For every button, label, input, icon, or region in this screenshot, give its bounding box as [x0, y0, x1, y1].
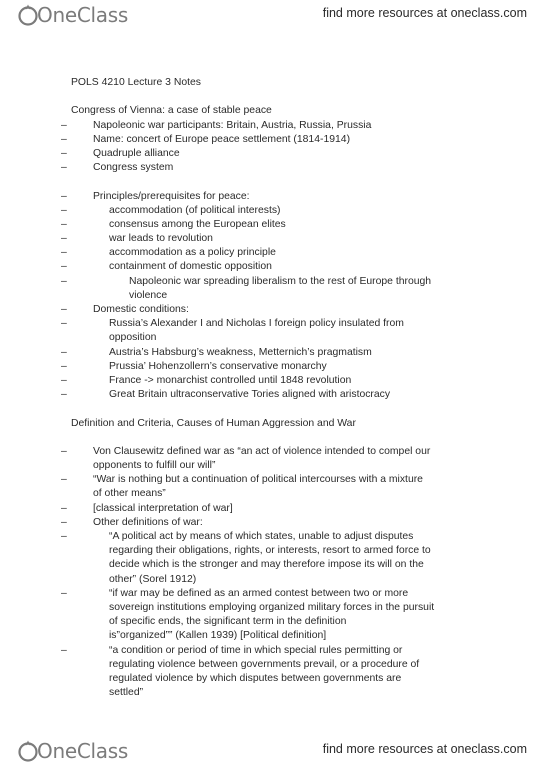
resources-link[interactable]: find more resources at oneclass.com: [322, 6, 527, 20]
list-item-other-definitions: – Other definitions of war:: [71, 516, 511, 530]
list-item-domestic: – Domestic conditions:: [71, 303, 511, 317]
list-item: – “if war may be defined as an armed contest between two or more: [71, 587, 511, 601]
list-item: – “A political act by means of which states, unable to adjust disputes: [71, 530, 511, 544]
list-item: – war leads to revolution: [71, 232, 511, 246]
list-item: – “War is nothing but a continuation of political intercourses with a mixture: [71, 473, 511, 487]
logo-text: OneClass: [37, 739, 128, 763]
list-item-continuation: settled”: [109, 687, 144, 699]
list-item: – Name: concert of Europe peace settlement (1814-1914): [71, 133, 511, 147]
list-item: – Russia’s Alexander I and Nicholas I foreign policy insulated from: [71, 317, 511, 331]
list-item: – containment of domestic opposition: [71, 260, 511, 274]
list-item: – France -> monarchist controlled until 1848 revolution: [71, 374, 511, 388]
doc-title: POLS 4210 Lecture 3 Notes: [71, 77, 201, 88]
list-item-continuation: regulated violence by which disputes between governments are: [109, 672, 402, 684]
list-item: – “a condition or period of time in which special rules permitting or: [71, 644, 511, 658]
list-item: – [classical interpretation of war]: [71, 502, 511, 516]
list-item-continuation: opponents to fulfill our will”: [93, 460, 216, 472]
list-item-continuation: regulating violence between governments prevail, or a procedure of: [109, 658, 420, 670]
list-item-continuation: is”organized”” (Kallen 1939) [Political definition]: [109, 630, 327, 642]
list-item-continuation: decide which is the stronger and may therefore impose its will on the: [109, 559, 424, 571]
list-item: – Napoleonic war spreading liberalism to the rest of Europe through: [71, 275, 511, 289]
list-item-continuation: regarding their obligations, rights, or interests, resort to armed force to: [109, 545, 431, 557]
list-item-principles: – Principles/prerequisites for peace:: [71, 190, 511, 204]
list-item-continuation: other” (Sorel 1912): [109, 573, 197, 585]
list-item-continuation: of other means”: [93, 488, 166, 500]
list-item: – accommodation as a policy principle: [71, 246, 511, 260]
section-heading-definition: Definition and Criteria, Causes of Human Aggression and War: [71, 417, 356, 429]
resources-link[interactable]: find more resources at oneclass.com: [322, 742, 527, 756]
list-item: – accommodation (of political interests): [71, 204, 511, 218]
list-item: – consensus among the European elites: [71, 218, 511, 232]
list-item: – Quadruple alliance: [71, 147, 511, 161]
header-bar: [0, 0, 544, 34]
document-body: [71, 76, 511, 700]
list-item-continuation: opposition: [109, 332, 157, 344]
list-item: – Napoleonic war participants: Britain, Austria, Russia, Prussia: [71, 119, 511, 133]
list-item: – Von Clausewitz defined war as “an act of violence intended to compel our: [71, 445, 511, 459]
list-item-continuation: sovereign institutions employing organized military forces in the pursuit: [109, 601, 435, 613]
list-item-continuation: violence: [129, 289, 168, 301]
list-item: – Congress system: [71, 161, 511, 175]
list-item: – Austria’s Habsburg’s weakness, Metternich’s pragmatism: [71, 346, 511, 360]
logo-text: OneClass: [37, 3, 128, 27]
list-item-continuation: of specific ends, the significant term in the definition: [109, 616, 347, 628]
section-heading-congress: Congress of Vienna: a case of stable peace: [71, 105, 272, 117]
list-item: – Prussia’ Hohenzollern’s conservative monarchy: [71, 360, 511, 374]
oneclass-logo[interactable]: [16, 2, 128, 28]
oneclass-logo[interactable]: [16, 738, 128, 764]
footer-bar: [0, 736, 544, 770]
list-item: – Great Britain ultraconservative Tories aligned with aristocracy: [71, 388, 511, 402]
